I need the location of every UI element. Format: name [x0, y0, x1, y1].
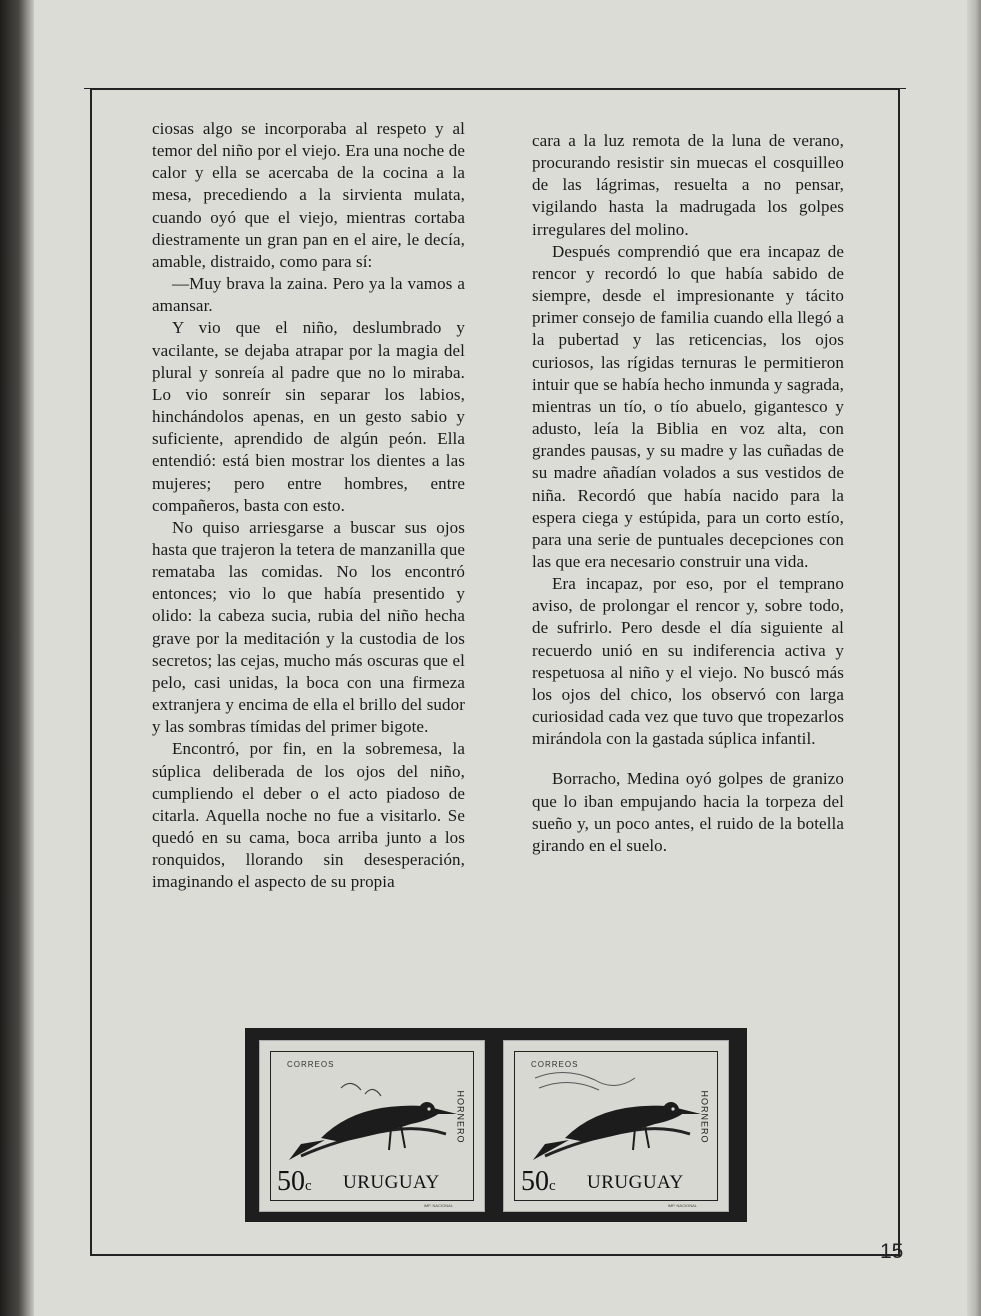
paragraph: —Muy brava la zaina. Pero ya la vamos a amansar.	[152, 274, 465, 316]
stamp-top-label: CORREOS	[531, 1060, 579, 1069]
paragraph: Era incapaz, por eso, por el temprano aviso, de prolongar el rencor y, sobre todo, de sufrirlo. Pero desde el día siguiente al recuerdo unió en su indiferencia activa y respetuosa al niño y el viejo. No buscó más los ojos del chico, los observó con larga curiosidad cada vez que tuvo que tropezarlos mirándola con la gastada súplica infantil.	[532, 574, 844, 749]
stamp-frame	[514, 1051, 718, 1208]
stamp-value	[277, 1168, 312, 1196]
stamp-country: URUGUAY	[343, 1172, 440, 1193]
crop-mark	[894, 88, 906, 89]
hornero-bird-icon	[525, 1068, 705, 1168]
page-number: 15	[880, 1240, 904, 1263]
stamp-value-unit: c	[549, 1178, 556, 1194]
book-spine-shadow	[0, 0, 34, 1316]
stamp-value	[521, 1168, 556, 1196]
hornero-bird-icon	[281, 1068, 461, 1168]
stamp-imprint: IMP. NACIONAL	[667, 1203, 697, 1208]
stamp-frame	[270, 1051, 474, 1208]
stamp-pair-image	[245, 1028, 747, 1222]
paragraph: Encontró, por fin, en la sobremesa, la súplica deliberada de los ojos del niño, cumpliendo el deber o el acto piadoso de citarla. Aquella noche no fue a visitarlo. Se quedó en su cama, boca arriba junto a los ronquidos, llorando sin desesperación, imaginando el aspecto de su propia	[152, 739, 465, 892]
stamp-side-label: HORNERO	[699, 1090, 710, 1144]
paragraph: cara a la luz remota de la luna de verano, procurando resistir sin muecas el cosquilleo de las lágrimas, resuelta a no pensar, vigilando hasta la madrugada los golpes irregulares del molino.	[532, 131, 844, 239]
stamp-side-label: HORNERO	[455, 1090, 466, 1144]
stamp-value-unit: c	[305, 1178, 312, 1194]
stamp-imprint: IMP. NACIONAL	[423, 1203, 453, 1208]
paragraph: ciosas algo se incorporaba al respeto y al temor del niño por el viejo. Era una noche de calor y ella se acercaba de la cocina a la mesa, precediendo a la sirvienta mulata, cuando oyó que el viejo, mientras cortaba diestramente un gran pan en el aire, le decía, amable, distraido, como para sí:	[152, 119, 465, 271]
paragraph: No quiso arriesgarse a buscar sus ojos hasta que trajeron la tetera de manzanilla que remataba las comidas. No los encontró entonces; vio lo que había presentido y olido: la cabeza sucia, rubia del niño hecha grave por la meditación y la custodia de los secretos; las cejas, mucho más oscuras que el pelo, casi unidas, la boca con una firmeza extranjera y encima de ella el brillo del sudor y las sombras tímidas del primer bigote.	[152, 517, 465, 737]
paragraph: Y vio que el niño, deslumbrado y vacilante, se dejaba atrapar por la magia del plural y sonreía al padre que no lo miraba. Lo vio sonreír sin separar los labios, hinchándolos apenas, en un gesto sabio y suficiente, aprendido de algún peón. Ella entendió: está bien mostrar los dientes a las mujeres; pero entre hombres, entre compañeros, basta con esto.	[152, 318, 465, 515]
page-edge	[967, 0, 981, 1316]
stamp-value-number: 50	[521, 1166, 549, 1197]
text-column-right	[532, 130, 844, 857]
postage-stamp	[503, 1040, 729, 1212]
paragraph: Después comprendió que era incapaz de rencor y recordó lo que había sabido de siempre, desde el impresionante y tácito primer consejo de familia cuando ella llegó a la pubertad y las reticencias, los ojos curiosos, las rígidas ternuras le permitieron intuir que se había hecho inmunda y sagrada, mientras un tío, o tío abuelo, gigantesco y adusto, leía la Biblia en voz alta, con grandes pausas, y su madre y las cuñadas de su madre añadían volados a sus vestidos de niña. Recordó que había nacido para la espera ciega y estúpida, para un corto estío, para una serie de puntuales decepciones con las que era necesario construir una vida.	[532, 241, 844, 571]
paragraph: Borracho, Medina oyó golpes de granizo que lo iban empujando hacia la torpeza del sueño y, un poco antes, el ruido de la botella girando en el suelo.	[532, 769, 844, 855]
text-column-left	[152, 118, 465, 893]
stamp-top-label: CORREOS	[287, 1060, 335, 1069]
stamp-country: URUGUAY	[587, 1172, 684, 1193]
crop-mark	[84, 88, 96, 89]
postage-stamp	[259, 1040, 485, 1212]
stamp-value-number: 50	[277, 1166, 305, 1197]
